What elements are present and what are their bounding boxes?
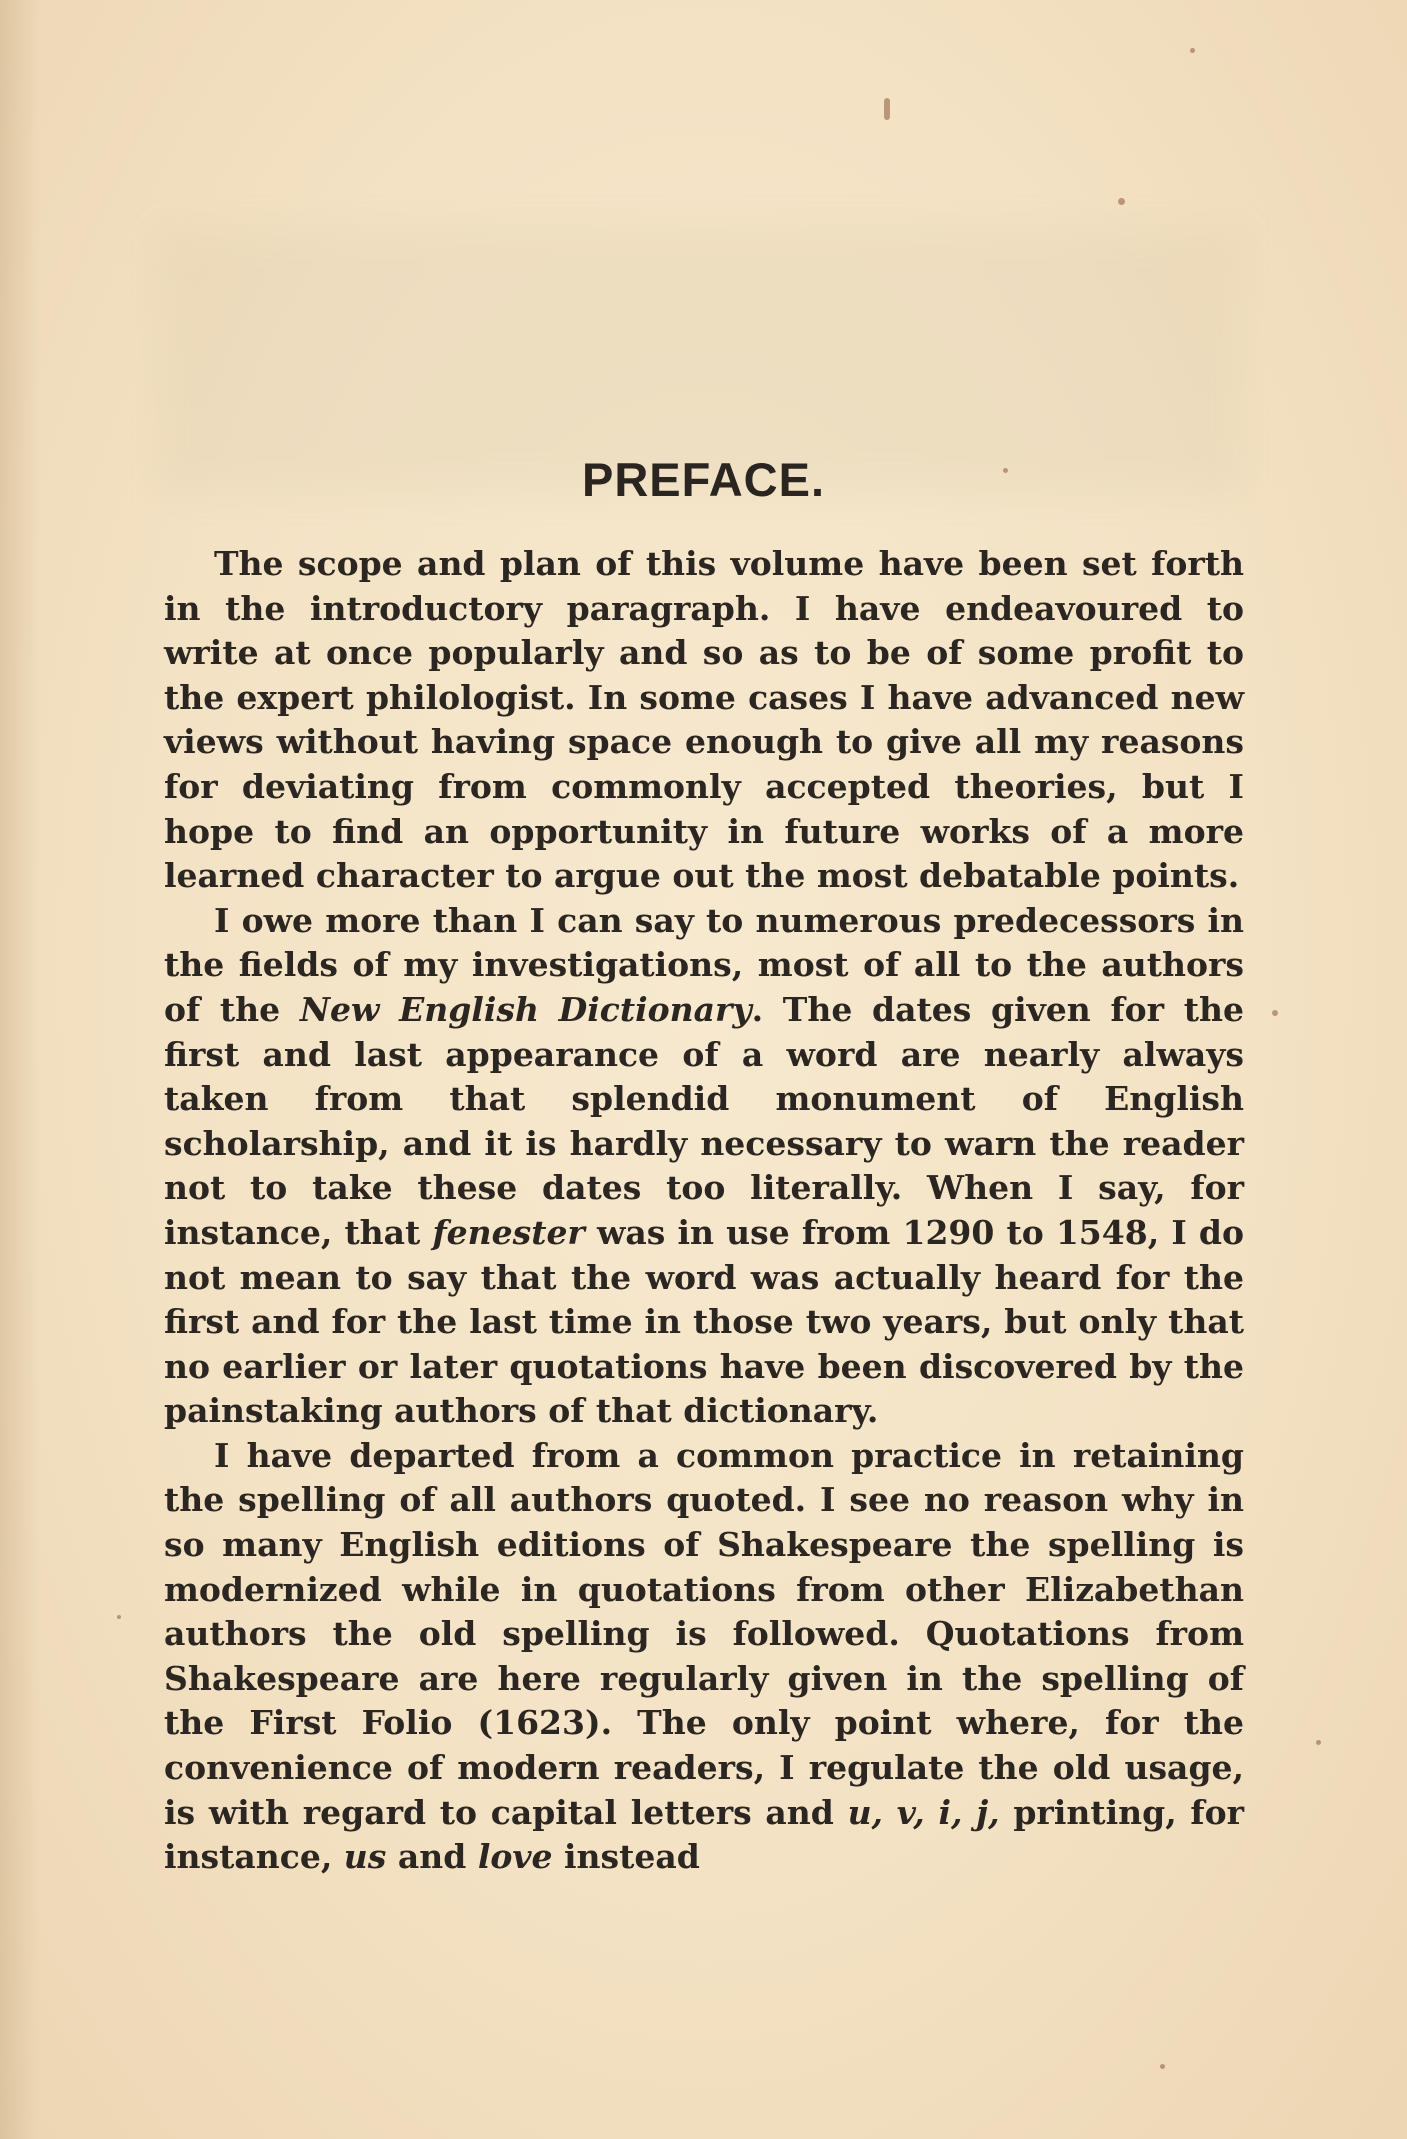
paper-speck (1160, 2064, 1165, 2069)
paragraph-scope: The scope and plan of this volume have been set forth in the introductory paragraph. I have endeavoured to write at once popularly and so as to be of some profit to the expert philologist. In some cases I have advanced new views without having space enough to give all my reasons for deviating from commonly accepted theories, but I hope to find an opportunity in future works of a more learned character to argue out the most debatable points. (164, 544, 1244, 896)
italic-letters: u, v, i, j, (847, 1792, 1000, 1832)
italic-word: fenester (432, 1212, 585, 1252)
text-run: instead (552, 1837, 700, 1877)
text-run: was in use from 1290 to 1548, I do not mean to say that the word was actually heard for the first and for the last time in those two years, but only that no earlier or later quotations have been discovered by the painstaking authors of that dictionary. (164, 1212, 1244, 1431)
text-run: I have departed from a common practice in retaining the spelling of all authors quoted. I see no reason why in so many English editions of Shakespeare the spelling is modernized while in quotations from other Elizabethan authors the old spelling is followed. Quotations from Shakespeare are here regularly given in the spelling of the First Folio (1623). The only point where, for the convenience of modern readers, I regulate the old usage, is with regard to capital letters and (164, 1435, 1244, 1832)
paragraph-spelling (164, 1434, 1244, 1880)
paper-speck (1272, 1010, 1278, 1016)
page-edge-shadow (0, 0, 40, 2139)
text-run: and (386, 1837, 478, 1877)
text-run: printing, for instance, (164, 1792, 1244, 1877)
show-through-from-reverse (160, 230, 1240, 490)
paper-speck (884, 98, 890, 120)
text-run: . The dates given for the first and last appearance of a word are nearly always taken from that splendid monument of English scholarship, and it is hardly necessary to warn the reader not to take these dates too literally. When I say, for instance, that (164, 989, 1244, 1252)
paragraph-predecessors (164, 899, 1244, 1434)
italic-title: New English Dictionary (299, 989, 752, 1029)
italic-word: love (477, 1837, 553, 1877)
paper-speck (117, 1615, 121, 1619)
page-title: PREFACE. (581, 453, 826, 506)
paper-speck (1190, 48, 1195, 53)
paper-speck (1316, 1740, 1321, 1745)
preface-body (164, 542, 1244, 1880)
text-run: I owe more than I can say to numerous predecessors in the fields of my investigations, most of all to the authors of the (164, 900, 1244, 1029)
italic-word: us (343, 1837, 387, 1877)
paper-speck (1118, 198, 1125, 205)
